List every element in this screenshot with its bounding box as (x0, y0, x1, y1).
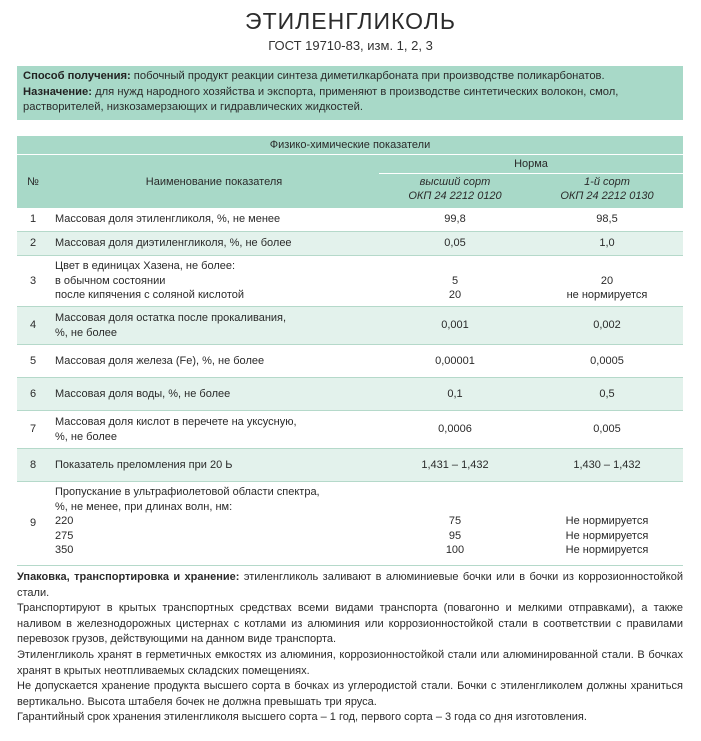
grade-top-label: высший сорт (419, 176, 491, 188)
row-number: 5 (29, 354, 37, 367)
row-value-first-grade-line: не нормируется (566, 289, 648, 301)
row-name-line: Цвет в единицах Хазена, не более: (55, 260, 236, 272)
row-value-first-grade (531, 449, 683, 481)
table-body (17, 208, 683, 566)
row-name-line: в обычном состоянии (55, 274, 166, 287)
row-name (55, 256, 375, 306)
row-value-top-grade-line: 75 (448, 515, 462, 527)
table-row (17, 208, 683, 232)
row-value-first-grade-line: 0,5 (599, 387, 615, 400)
header-grade-first (531, 175, 683, 203)
row-number: 9 (29, 517, 37, 530)
row-value-top-grade-line: 20 (448, 289, 462, 301)
table-row (17, 232, 683, 256)
row-value-first-grade (531, 232, 683, 255)
row-number: 2 (29, 237, 37, 250)
method-label: Способ получения: (23, 70, 131, 82)
row-number: 6 (29, 387, 37, 400)
row-value-top-grade (379, 307, 531, 344)
grade-top-code: ОКП 24 2212 0120 (408, 190, 502, 202)
row-name (55, 378, 375, 410)
row-value-first-grade-line: 1,0 (599, 237, 615, 250)
row-value-top-grade (379, 378, 531, 410)
row-value-top-grade-line: 0,00001 (435, 354, 475, 367)
row-name-line: Массовая доля воды, %, не более (55, 387, 231, 400)
row-number: 3 (29, 274, 37, 287)
header-norm: Норма (379, 155, 683, 174)
row-name (55, 307, 375, 344)
row-value-top-grade-line: 99,8 (444, 213, 466, 226)
storage-section (17, 570, 683, 726)
row-value-top-grade (379, 208, 531, 231)
row-name-line: Показатель преломления при 20 Ь (55, 458, 233, 471)
header-grade-top (379, 175, 531, 203)
table-row (17, 411, 683, 449)
row-value-top-grade-line: 95 (448, 529, 462, 542)
table-row (17, 345, 683, 378)
row-number: 4 (29, 319, 37, 332)
row-name-line: %, не менее, при длинах волн, нм: (55, 500, 233, 513)
row-name (55, 208, 375, 231)
table-caption: Физико-химические показатели (17, 136, 683, 155)
row-value-first-grade-line: 1,430 – 1,432 (573, 458, 641, 471)
row-value-top-grade-line: 0,0006 (438, 423, 472, 436)
row-value-first-grade-line: Не нормируется (565, 515, 649, 527)
header-name: Наименование показателя (145, 175, 283, 188)
containers-paragraph: Этиленгликоль хранят в герметичных емкостях из алюминия, коррозионностойкой стали или алюминированной стали. В бочках хранят в крытых неотпливаемых складских помещениях. (17, 648, 683, 677)
row-value-first-grade (531, 411, 683, 448)
row-name-line: %, не более (55, 430, 117, 443)
row-value-top-grade-line: 5 (451, 274, 459, 287)
row-name-line: Массовая доля кислот в перечете на уксусную, (55, 416, 297, 428)
row-value-first-grade (531, 256, 683, 306)
row-name (55, 482, 375, 565)
table-row (17, 307, 683, 345)
row-value-top-grade-line: 0,1 (447, 387, 463, 400)
row-name (55, 411, 375, 448)
row-number: 1 (29, 213, 37, 226)
row-number: 7 (29, 423, 37, 436)
row-name (55, 449, 375, 481)
row-name-line: после кипячения с соляной кислотой (55, 289, 244, 301)
grade-first-label: 1-й сорт (584, 176, 630, 188)
purpose-label: Назначение: (23, 85, 92, 98)
table-row (17, 378, 683, 411)
header-num: № (27, 175, 39, 188)
row-value-top-grade (379, 256, 531, 306)
storage-label: Упаковка, транспортировка и хранение: (17, 571, 240, 583)
row-value-top-grade (379, 449, 531, 481)
restrictions-paragraph: Не допускается хранение продукта высшего сорта в бочках из углеродистой стали. Бочки с этиленгликолем должны храниться вертикально. Высота штабеля бочек не должна превышать три яруса. (17, 680, 683, 708)
row-value-first-grade-line: Не нормируется (565, 529, 649, 542)
table-row (17, 256, 683, 307)
properties-table (17, 136, 683, 566)
row-name-line: Массовая доля диэтиленгликоля, %, не более (55, 237, 292, 250)
row-value-first-grade (531, 482, 683, 565)
row-value-top-grade-line: 0,05 (444, 237, 466, 250)
row-name-line: 220 (55, 515, 74, 527)
info-box (17, 66, 683, 120)
warranty-paragraph: Гарантийный срок хранения этиленгликоля высшего сорта – 1 год, первого сорта – 3 года со дня изготовления. (17, 711, 587, 724)
storage-paragraph (17, 570, 683, 601)
row-value-first-grade-line: 20 (600, 274, 614, 287)
transport-paragraph: Транспортируют в крытых транспортных средствах всеми видами транспорта (повагонно и мелкими отправками), а также наливом в железнодорожных цистернах с котлами из алюминия или коррозионностойкой стали в соответствии с правилами перевозок грузов, действующими на данном виде транспорта. (17, 602, 683, 646)
row-name-line: Пропускание в ультрафиолетовой области спектра, (55, 486, 320, 498)
row-value-first-grade-line: 98,5 (596, 213, 618, 226)
storage-text: этиленгликоль заливают в алюминиевые бочки или в бочки из коррозионностойкой стали. (17, 571, 684, 599)
row-value-top-grade (379, 345, 531, 377)
table-header (17, 155, 683, 208)
row-name-line: %, не более (55, 326, 117, 339)
table-row (17, 449, 683, 482)
row-value-first-grade (531, 378, 683, 410)
row-value-top-grade-line: 0,001 (441, 319, 469, 332)
row-name (55, 232, 375, 255)
row-value-top-grade (379, 232, 531, 255)
method-text: побочный продукт реакции синтеза диметилкарбоната при производстве поликарбонатов. (130, 70, 605, 82)
row-value-first-grade-line: 0,0005 (590, 354, 624, 367)
row-value-first-grade-line: 0,002 (593, 319, 621, 332)
row-value-top-grade (379, 482, 531, 565)
row-name-line: 275 (55, 529, 74, 542)
row-name (55, 345, 375, 377)
row-value-top-grade-line: 1,431 – 1,432 (421, 458, 489, 471)
row-value-first-grade (531, 345, 683, 377)
row-name-line: 350 (55, 544, 74, 556)
row-number: 8 (29, 458, 37, 471)
row-value-first-grade (531, 208, 683, 231)
row-name-line: Массовая доля железа (Fe), %, не более (55, 354, 265, 367)
row-name-line: Массовая доля этиленгликоля, %, не менее (55, 213, 281, 226)
row-name-line: Массовая доля остатка после прокаливания, (55, 312, 287, 324)
purpose-text: для нужд народного хозяйства и экспорта, применяют в производстве синтетических волокон, смол, растворителей, низкозамерзающих и гидравлических жидкостей. (23, 85, 619, 113)
document-subtitle: ГОСТ 19710-83, изм. 1, 2, 3 (268, 38, 433, 53)
document-title: ЭТИЛЕНГЛИКОЛЬ (245, 8, 456, 34)
row-value-first-grade (531, 307, 683, 344)
grade-first-code: ОКП 24 2212 0130 (560, 190, 654, 202)
row-value-first-grade-line: 0,005 (593, 423, 621, 436)
table-row (17, 482, 683, 566)
row-value-top-grade-line: 100 (445, 544, 465, 556)
row-value-first-grade-line: Не нормируется (565, 544, 649, 556)
row-value-top-grade (379, 411, 531, 448)
